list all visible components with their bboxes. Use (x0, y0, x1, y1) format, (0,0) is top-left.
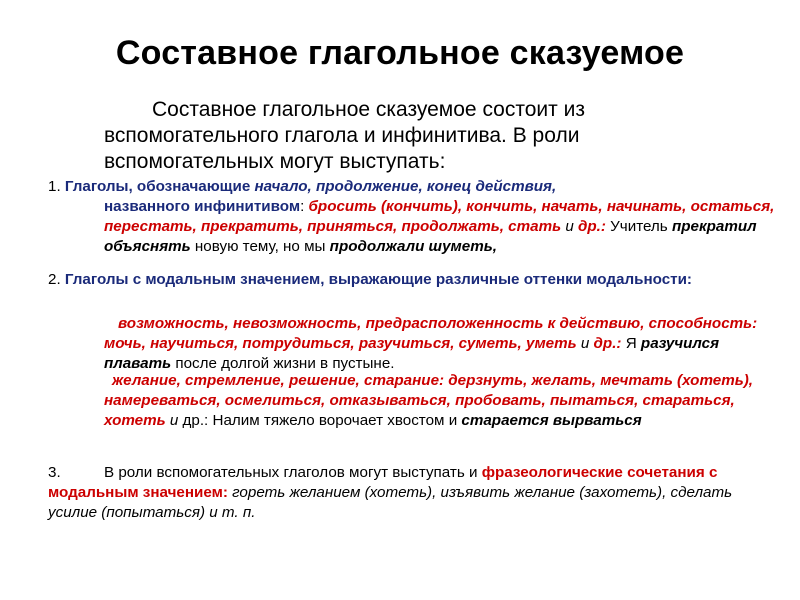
item-1-number: 1. (48, 178, 65, 195)
item-1-heading-cont: названного инфинитивом (104, 198, 301, 215)
item-2-heading: Глаголы с модальным значением, выражающие различные оттенки модальности: (64, 271, 692, 288)
item-1-example-2: продолжали шуметь, (329, 238, 497, 255)
item-1-meanings: начало, продолжение, конец действия, (254, 178, 557, 195)
item-3-number: 3. (48, 464, 61, 481)
item-1-heading: Глаголы, обозначающие (64, 178, 255, 195)
item-3-examples: гореть желанием (хотеть), изъявить желание (захотеть), сделать усилие (попытаться) и т. п. (48, 484, 733, 521)
slide-title: Составное глагольное сказуемое (115, 34, 685, 72)
intro-paragraph (104, 97, 754, 175)
list-item-1: 1. Глаголы, обозначающие начало, продолжение, конец действия, названного инфинитивом: бросить (кончить), кончить, начать, начинать, остаться, перестать, прекратить, приняться, продолжать, стать и др.: Учитель прекратил объяснять новую тему, но мы продолжали шуметь, (48, 178, 775, 255)
item-1-verbs: бросить (кончить), кончить, начать, начинать, остаться, перестать, прекратить, приняться, продолжать, стать (104, 198, 775, 235)
item-2-example-1: разучился плавать (104, 335, 720, 372)
intro-text: Составное глагольное сказуемое состоит из вспомогательного глагола и инфинитива. В роли вспомогательных могут выступать: (104, 98, 585, 173)
item-3-highlight: фразеологические сочетания с модальным значением: (48, 464, 718, 501)
item-1-example-1: прекратил объяснять (104, 218, 757, 255)
list-item-2 (48, 270, 778, 290)
item-2-number: 2. (48, 271, 65, 288)
item-2-paragraph-2: желание, стремление, решение, старание: дерзнуть, желать, мечтать (хотеть), намереваться, осмелиться, отказываться, пробовать, пытаться, стараться, хотеть и др.: Налим тяжело ворочает хвостом и старается вырваться (104, 372, 754, 429)
item-2-example-2: старается вырваться (461, 412, 642, 429)
list-item-3: 3. В роли вспомогательных глаголов могут выступать и фразеологические сочетания с модальным значением: гореть желанием (хотеть), изъявить желание (захотеть), сделать усилие (попытаться) и т. п. (48, 464, 733, 521)
item-2-paragraph-1: возможность, невозможность, предрасположенность к действию, способность: мочь, научиться, потрудиться, разучиться, суметь, уметь и др.: Я разучился плавать после долгой жизни в пустыне. (104, 315, 758, 372)
